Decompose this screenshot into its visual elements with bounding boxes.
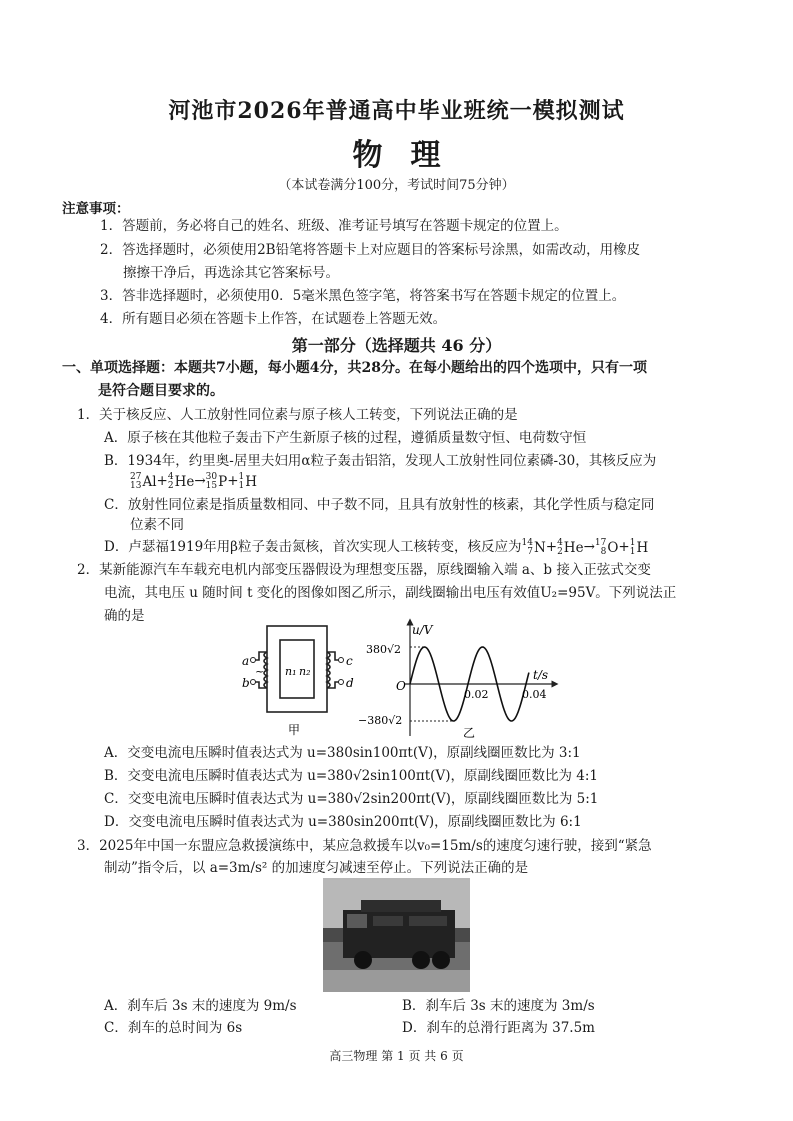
q1-option-d-text: D．卢瑟福1919年用β粒子轰击氮核，首次实现人工核转变，核反应为 [104, 539, 522, 555]
label-yi: 乙 [463, 726, 476, 740]
q2-option-c: C．交变电流电压瞬时值表达式为 u=380√2sin200πt(V)，原副线圈匝数比为 5:1 [104, 791, 599, 807]
rescue-vehicle-illustration [323, 878, 470, 992]
nuclide-he: He [174, 473, 195, 490]
label-d: d [346, 676, 354, 690]
secondary-coil [327, 652, 330, 688]
subject-title: 物理 [352, 138, 469, 173]
q3-option-c: C．刹车的总时间为 6s [104, 1020, 243, 1036]
q1-option-c: C．放射性同位素是指质量数相同、中子数不同，且具有放射性的核素，其化学性质与稳定同 [104, 497, 655, 513]
label-a: a [242, 654, 250, 668]
terminal-b [251, 680, 256, 685]
section-instructions-cont: 是符合题目要求的。 [98, 383, 224, 399]
q1-option-b-equation: 27 13 Al+ 4 2 He→ 30 15 P+ 1 1 H [130, 472, 258, 491]
notice-item-3: 3．答非选择题时，必须使用0．5毫米黑色签字笔，将答案书写在答题卡规定的位置上。 [100, 288, 626, 304]
transformer-core-outer [267, 626, 327, 712]
notice-heading: 注意事项： [62, 201, 130, 217]
q3-stem-cont: 制动”指令后，以 a=3m/s² 的加速度匀减速至停止。下列说法正确的是 [104, 860, 529, 876]
q2-stem-cont-2: 确的是 [104, 608, 145, 624]
q3-option-d: D．刹车的总滑行距离为 37.5m [402, 1020, 595, 1036]
graph-xtick-2: 0.04 [522, 688, 547, 701]
exam-info: （本试卷满分100分，考试时间75分钟） [278, 178, 515, 193]
q2-stem-cont: 电流，其电压 u 随时间 t 变化的图像如图乙所示，副线圈输出电压有效值U₂=95V。下列说法正 [104, 585, 677, 601]
q2-option-b: B．交变电流电压瞬时值表达式为 u=380√2sin100πt(V)，原副线圈匝数比为 4:1 [104, 768, 598, 784]
terminal-c [339, 658, 344, 663]
q3-stem: 3．2025年中国一东盟应急救援演练中，某应急救援车以v₀=15m/s的速度匀速行驶，接到“紧急 [77, 838, 652, 854]
label-b: b [242, 676, 250, 690]
terminal-a [251, 658, 256, 663]
nuclide-n: N [533, 539, 546, 556]
page-footer: 高三物理 第 1 页 共 6 页 [329, 1049, 464, 1063]
rescue-vehicle-photo [323, 878, 470, 992]
nuclide-p: P [218, 473, 228, 490]
q3-option-b: B．刹车后 3s 末的速度为 3m/s [402, 998, 595, 1014]
transformer-figure [240, 622, 355, 740]
primary-coil [264, 652, 267, 688]
q2-option-d: D．交变电流电压瞬时值表达式为 u=380sin200πt(V)，原副线圈匝数比为 6:1 [104, 814, 582, 830]
graph-ylabel: u/V [412, 623, 433, 637]
nuclide-h-2: H [636, 539, 649, 556]
nuclide-he-2: He [563, 539, 584, 556]
q1-option-b: B．1934年，约里奥-居里夫妇用α粒子轰击铝箔，发现人工放射性同位素磷-30，其核反应为 [104, 453, 657, 469]
graph-ytick-max: 380√2 [366, 643, 402, 656]
q1-option-a: A．原子核在其他粒子轰击下产生新原子核的过程，遵循质量数守恒、电荷数守恒 [104, 430, 587, 446]
q2-option-a: A．交变电流电压瞬时值表达式为 u=380sin100πt(V)，原副线圈匝数比为 3:1 [104, 745, 581, 761]
graph-origin: O [396, 679, 406, 693]
nuclide-al: Al [142, 473, 157, 490]
label-n1: n₁ [285, 665, 297, 678]
nuclide-h: H [245, 473, 258, 490]
graph-xlabel: t/s [533, 668, 549, 682]
notice-item-1: 1．答题前，务必将自己的姓名、班级、准考证号填写在答题卡规定的位置上。 [100, 218, 568, 234]
notice-item-2-cont: 擦擦干净后，再选涂其它答案标号。 [123, 265, 339, 281]
notice-item-4: 4．所有题目必须在答题卡上作答，在试题卷上答题无效。 [100, 311, 447, 327]
label-n2: n₂ [299, 665, 311, 678]
label-c: c [346, 654, 353, 668]
notice-item-2: 2．答选择题时，必须使用2B铅笔将答题卡上对应题目的答案标号涂黑，如需改动，用橡皮 [100, 242, 641, 258]
q2-stem: 2．某新能源汽车车载充电机内部变压器假设为理想变压器，原线圈输入端 a、b 接入正弦式交变 [77, 562, 651, 578]
q1-option-c-cont: 位素不同 [130, 517, 184, 533]
terminal-d [339, 680, 344, 685]
graph-xtick-1: 0.02 [464, 688, 489, 701]
graph-ytick-min: −380√2 [358, 714, 403, 727]
q3-option-a: A．刹车后 3s 末的速度为 9m/s [104, 998, 297, 1014]
label-tilde: ~ [255, 665, 265, 678]
q1-option-d: D．卢瑟福1919年用β粒子轰击氮核，首次实现人工核转变，核反应为 14 7 N+ 4 2 He→ 17 8 O+ 1 1 H [104, 538, 649, 557]
nuclide-o: O [607, 539, 619, 556]
section-instructions: 一、单项选择题：本题共7小题，每小题4分，共28分。在每小题给出的四个选项中，只有一项 [62, 360, 647, 376]
exam-title: 河池市2026年普通高中毕业班统一模拟测试 [168, 98, 625, 124]
part-one-title: 第一部分（选择题共 46 分） [291, 336, 502, 355]
q1-stem: 1．关于核反应、人工放射性同位素与原子核人工转变，下列说法正确的是 [77, 407, 518, 423]
label-jia: 甲 [288, 723, 301, 737]
voltage-graph [350, 618, 565, 742]
